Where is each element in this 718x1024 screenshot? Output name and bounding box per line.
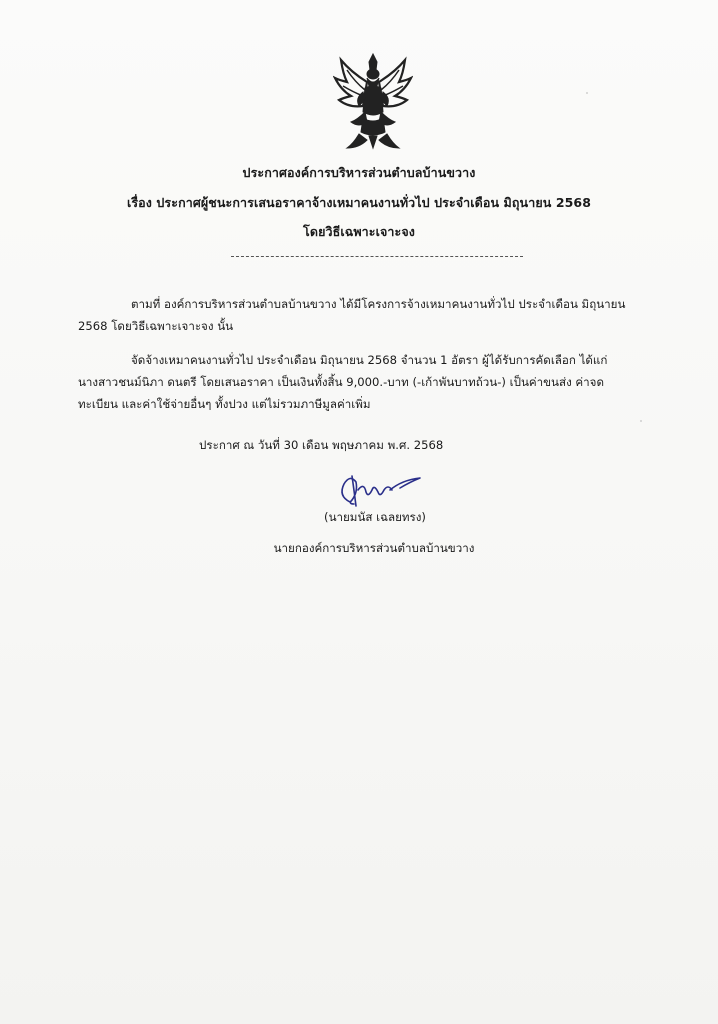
scan-speck: [640, 420, 642, 422]
paragraph-1-line-2: 2568 โดยวิธีเฉพาะเจาะจง นั้น: [78, 319, 234, 333]
garuda-emblem-icon: [333, 52, 413, 150]
header-divider: [231, 256, 523, 257]
paragraph-2-line-3: ทะเบียน และค่าใช้จ่ายอื่นๆ ทั้งปวง แต่ไม่รวมภาษีมูลค่าเพิ่ม: [78, 397, 371, 411]
handwritten-signature-icon: [330, 468, 430, 510]
announcement-date: ประกาศ ณ วันที่ 30 เดือน พฤษภาคม พ.ศ. 2568: [199, 438, 444, 452]
signer-name: (นายมนัส เฉลยทรง): [324, 510, 426, 524]
paragraph-2-line-2: นางสาวชนม์นิภา ดนตรี โดยเสนอราคา เป็นเงินทั้งสิ้น 9,000.-บาท (-เก้าพันบาทถ้วน-) เป็นค่าขนส่ง ค่าจด: [78, 375, 604, 389]
paragraph-2-line-1: จัดจ้างเหมาคนงานทั่วไป ประจำเดือน มิถุนายน 2568 จำนวน 1 อัตรา ผู้ได้รับการคัดเลือก ได้แก่: [131, 353, 608, 367]
paragraph-1-line-1: ตามที่ องค์การบริหารส่วนตำบลบ้านขวาง ได้มีโครงการจ้างเหมาคนงานทั่วไป ประจำเดือน มิถุนายน: [131, 297, 626, 311]
announcement-method: โดยวิธีเฉพาะเจาะจง: [303, 224, 415, 239]
signer-title: นายกองค์การบริหารส่วนตำบลบ้านขวาง: [273, 541, 475, 555]
announcement-subject: เรื่อง ประกาศผู้ชนะการเสนอราคาจ้างเหมาคนงานทั่วไป ประจำเดือน มิถุนายน 2568: [126, 195, 592, 210]
announcement-title: ประกาศองค์การบริหารส่วนตำบลบ้านขวาง: [242, 165, 476, 180]
scan-speck: [586, 92, 588, 94]
